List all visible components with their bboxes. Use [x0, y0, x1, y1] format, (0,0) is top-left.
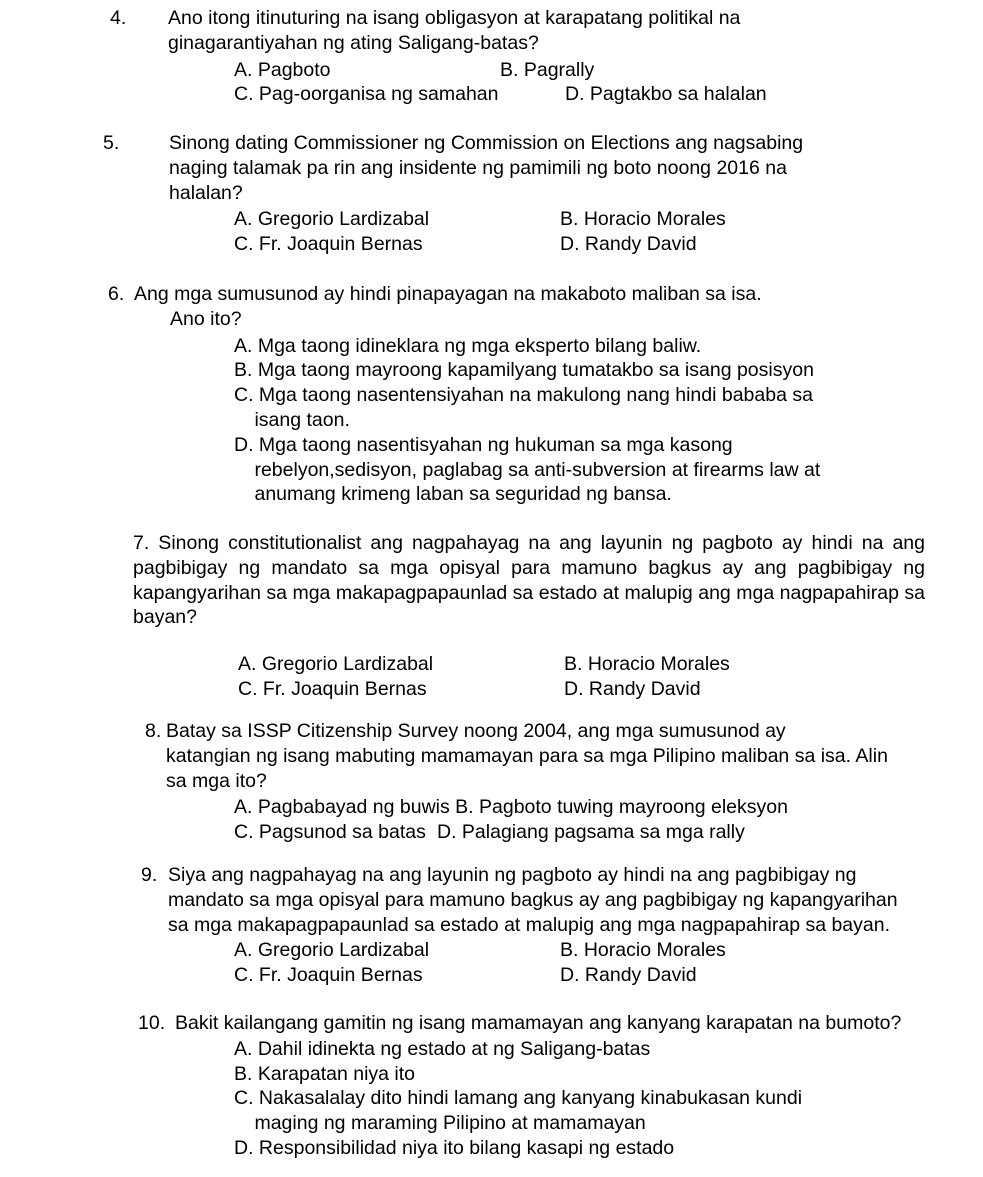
question-6-options — [234, 334, 978, 508]
question-10-options — [234, 1037, 968, 1161]
question-6-number: 6. — [108, 283, 125, 305]
question-4-text-line-2: ginagarantiyahan ng ating Saligang-batas? — [168, 31, 539, 54]
question-4-option-a[interactable]: A. Pagboto — [234, 58, 331, 81]
question-9-text-line-2: mandato sa mga opisyal para mamuno bagkus ay ang pagbibigay ng kapangyarihan — [168, 888, 898, 911]
question-5 — [103, 131, 963, 257]
question-7 — [133, 531, 925, 702]
question-4-number: 4. — [110, 7, 127, 29]
question-9-option-d[interactable]: D. Randy David — [560, 964, 697, 987]
question-9-option-row-2 — [234, 963, 971, 988]
question-4-option-row-2 — [234, 82, 970, 107]
question-4-option-b[interactable]: B. Pagrally — [500, 58, 595, 81]
question-6-first-line — [108, 282, 978, 307]
question-10-option-d[interactable]: D. Responsibilidad niya ito bilang kasapi ng estado — [234, 1136, 675, 1159]
question-7-text: 7. Sinong constitutionalist ang nagpahayag na ang layunin ng pagboto ay hindi na ang pagbibigay ng mandato sa mga opisyal para mamuno bagkus ay ang pagbibigay ng kapangyarihan sa mga makapagpapaunlad sa estado at malupig ang mga nagpapahirap sa bayan? — [133, 532, 925, 629]
question-8-option-d[interactable]: D. Palagiang pagsama sa mga rally — [437, 821, 745, 844]
question-8-option-ab[interactable]: A. Pagbabayad ng buwis B. Pagboto tuwing mayroong eleksyon — [234, 796, 788, 819]
question-7-option-row-2 — [238, 677, 925, 702]
question-8-options — [234, 795, 975, 845]
question-8-first-line — [145, 719, 975, 744]
question-7-option-a[interactable]: A. Gregorio Lardizabal — [238, 653, 434, 676]
question-10-option-a[interactable]: A. Dahil idinekta ng estado at ng Saligang-batas — [234, 1037, 651, 1060]
question-7-option-d[interactable]: D. Randy David — [564, 677, 701, 700]
question-8-text-line-1: Batay sa ISSP Citizenship Survey noong 2004, ang mga sumusunod ay — [166, 720, 786, 742]
question-7-options — [238, 652, 925, 702]
question-9-text-line-1: Siya ang nagpahayag na ang layunin ng pagboto ay hindi na ang pagbibigay ng — [168, 864, 857, 886]
question-4-option-c[interactable]: C. Pag-oorganisa ng samahan — [234, 83, 499, 106]
question-9 — [141, 863, 971, 988]
question-6-text-line-1: Ang mga sumusunod ay hindi pinapayagan na makaboto maliban sa isa. — [134, 283, 762, 305]
question-5-option-a[interactable]: A. Gregorio Lardizabal — [234, 208, 430, 231]
question-7-option-row-1 — [238, 652, 925, 677]
question-10-text-line-1: Bakit kailangang gamitin ng isang mamamayan ang kanyang karapatan na bumoto? — [175, 1012, 902, 1034]
question-5-option-b[interactable]: B. Horacio Morales — [560, 208, 726, 231]
question-8-text-line-3: sa mga ito? — [166, 769, 267, 792]
question-6 — [108, 282, 978, 507]
question-9-number: 9. — [141, 864, 158, 886]
question-5-option-c[interactable]: C. Fr. Joaquin Bernas — [234, 233, 423, 256]
question-9-option-a[interactable]: A. Gregorio Lardizabal — [234, 939, 430, 962]
question-5-text-line-3: halalan? — [169, 181, 243, 204]
question-8 — [145, 719, 975, 845]
question-9-text-line-3: sa mga makapagpapaunlad sa estado at malupig ang mga nagpapahirap sa bayan. — [168, 913, 891, 936]
question-5-option-row-2 — [234, 232, 963, 257]
question-9-first-line — [141, 863, 971, 888]
question-7-option-c[interactable]: C. Fr. Joaquin Bernas — [238, 677, 427, 700]
question-8-option-row-2 — [234, 820, 975, 845]
question-8-option-c[interactable]: C. Pagsunod sa batas — [234, 821, 426, 844]
question-5-first-line — [103, 131, 963, 156]
question-10 — [138, 1011, 968, 1161]
question-5-option-d[interactable]: D. Randy David — [560, 233, 697, 256]
question-6-option-a[interactable]: A. Mga taong idineklara ng mga eksperto bilang baliw. — [234, 334, 702, 357]
question-10-option-b[interactable]: B. Karapatan niya ito — [234, 1062, 416, 1085]
question-10-option-c[interactable]: C. Nakasalalay dito hindi lamang ang kanyang kinabukasan kundi maging ng maraming Pilipino at mamamayan — [234, 1087, 803, 1135]
question-8-text-line-2: katangian ng isang mabuting mamamayan para sa mga Pilipino maliban sa isa. Alin — [166, 744, 888, 767]
question-5-number: 5. — [103, 132, 120, 154]
question-9-option-b[interactable]: B. Horacio Morales — [560, 939, 726, 962]
question-6-option-b[interactable]: B. Mga taong mayroong kapamilyang tumatakbo sa isang posisyon — [234, 359, 814, 382]
question-10-number: 10. — [138, 1012, 166, 1034]
question-6-option-c[interactable]: C. Mga taong nasentensiyahan na makulong nang hindi bababa sa isang taon. — [234, 384, 813, 431]
question-6-text-line-2: Ano ito? — [170, 307, 242, 330]
question-4-text-line-1: Ano itong itinuturing na isang obligasyon at karapatang politikal na — [168, 7, 741, 29]
question-9-option-c[interactable]: C. Fr. Joaquin Bernas — [234, 964, 423, 987]
question-4 — [110, 6, 970, 107]
question-5-text-line-2: naging talamak pa rin ang insidente ng pamimili ng boto noong 2016 na — [169, 156, 787, 179]
question-4-option-d[interactable]: D. Pagtakbo sa halalan — [565, 83, 767, 106]
question-9-option-row-1 — [234, 938, 971, 963]
question-10-first-line — [138, 1011, 968, 1036]
question-5-options — [234, 207, 963, 257]
question-5-text-line-1: Sinong dating Commissioner ng Commission on Elections ang nagsabing — [169, 132, 804, 154]
question-6-option-d[interactable]: D. Mga taong nasentisyahan ng hukuman sa mga kasong rebelyon,sedisyon, paglabag sa anti-subversion at firearms law at anumang krimeng laban sa seguridad ng bansa. — [234, 433, 821, 506]
question-5-option-row-1 — [234, 207, 963, 232]
question-7-option-b[interactable]: B. Horacio Morales — [564, 653, 730, 676]
question-4-options — [234, 58, 970, 108]
question-4-first-line — [110, 6, 970, 31]
question-4-option-row-1 — [234, 58, 970, 83]
question-9-options — [234, 938, 971, 988]
question-8-number: 8. — [145, 720, 162, 742]
